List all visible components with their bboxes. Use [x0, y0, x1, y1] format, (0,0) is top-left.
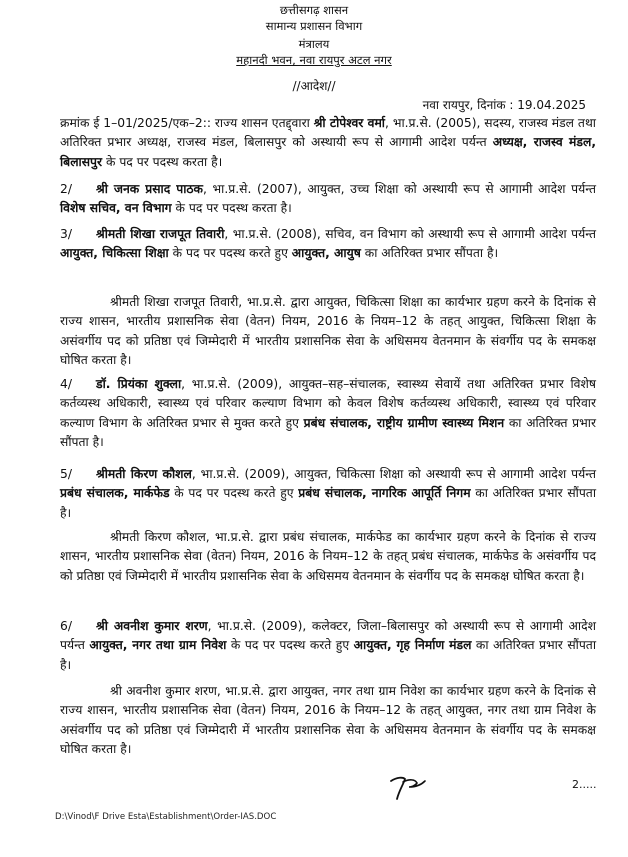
para2-new-post: विशेष सचिव, वन विभाग	[60, 201, 172, 216]
para6b-text: श्री अवनीश कुमार शरण, भा.प्र.से. द्वारा आयुक्त, नगर तथा ग्राम निवेश का कार्यभार ग्रहण करने के दिनांक से राज्य शासन, भारतीय प्रशासनिक सेवा (वेतन) नियम, 2016 के नियम–12 के तहत् आयुक्त, नगर तथा ग्राम निवेश के असंवर्गीय पद को प्रतिष्ठा एवं जिम्मेदारी में भारतीय प्रशासनिक सेवा के अधिसमय वेतनमान के संवर्गीय पद के समकक्ष घोषित करता है।	[60, 684, 596, 756]
file-path-footer: D:\Vinod\F Drive Esta\Establishment\Order-IAS.DOC	[55, 812, 277, 822]
para5b-text: श्रीमती किरण कौशल, भा.प्र.से. द्वारा प्रबंध संचालक, मार्कफेड का कार्यभार ग्रहण करने के दिनांक से राज्य शासन, भारतीय प्रशासनिक सेवा (वेतन) नियम, 2016 के नियम–12 के तहत् प्रबंध संचालक, मार्कफेड के असंवर्गीय पद को प्रतिष्ठा एवं जिम्मेदारी में भारतीय प्रशासनिक सेवा के अधिसमय वेतनमान के संवर्गीय पद के समकक्ष घोषित करता है।	[60, 530, 596, 583]
para5-additional-charge: प्रबंध संचालक, नागरिक आपूर्ति निगम	[298, 486, 471, 501]
para4-text-2: का अतिरिक्त प्रभार सौंपता है।	[60, 415, 596, 449]
para3-number: 3/	[60, 227, 72, 241]
para5-text-3: का अतिरिक्त प्रभार सौंपता है।	[60, 486, 596, 520]
order-paragraph-2	[60, 180, 596, 219]
header-state: छत्तीसगढ़ शासन	[279, 3, 349, 17]
para5-officer-name: श्रीमती किरण कौशल	[96, 467, 192, 481]
para3-new-post: आयुक्त, चिकित्सा शिक्षा	[60, 246, 169, 261]
header-department: सामान्य प्रशासन विभाग	[265, 19, 363, 33]
signature-mark	[387, 773, 437, 803]
para1-officer-name: श्री टोपेश्वर वर्मा	[313, 116, 385, 130]
order-title: //आदेश//	[292, 79, 336, 93]
order-paragraph-3-declaration	[60, 293, 596, 370]
order-paragraph-3	[60, 225, 596, 264]
para5-text-2: के पद पर पदस्थ करते हुए	[169, 486, 299, 501]
para5-number: 5/	[60, 467, 72, 481]
para2-text-1: , भा.प्र.से. (2007), आयुक्त, उच्च शिक्षा को अस्थायी रूप से आगामी आदेश पर्यन्त	[202, 182, 597, 196]
para1-new-post: अध्यक्ष, राजस्व मंडल, बिलासपुर	[60, 135, 596, 169]
order-paragraph-5	[60, 465, 596, 523]
para2-number: 2/	[60, 182, 72, 196]
para4-additional-charge: प्रबंध संचालक, राष्ट्रीय ग्रामीण स्वास्थ्य मिशन	[303, 415, 505, 430]
para3-text-1: , भा.प्र.से. (2008), सचिव, वन विभाग को अस्थायी रूप से आगामी आदेश पर्यन्त	[224, 227, 596, 241]
para6-officer-name: श्री अवनीश कुमार शरण	[96, 619, 208, 633]
order-paragraph-6	[60, 617, 596, 675]
order-paragraph-6-declaration	[60, 682, 596, 759]
para6-text-2: के पद पर पदस्थ करते हुए	[226, 638, 354, 653]
para5-new-post: प्रबंध संचालक, मार्कफेड	[60, 486, 170, 501]
page-continuation: 2.....	[572, 778, 597, 791]
order-paragraph-5-declaration	[60, 528, 596, 586]
para3b-text: श्रीमती शिखा राजपूत तिवारी, भा.प्र.से. द्वारा आयुक्त, चिकित्सा शिक्षा का कार्यभार ग्रहण करने के दिनांक से राज्य शासन, भारतीय प्रशासनिक सेवा (वेतन) नियम, 2016 के नियम–12 के तहत् आयुक्त, चिकित्सा शिक्षा के असंवर्गीय पद को प्रतिष्ठा एवं जिम्मेदारी में भारतीय प्रशासनिक सेवा के अधिसमय वेतनमान के संवर्गीय पद के समकक्ष घोषित करता है।	[60, 295, 596, 367]
para6-text-3: का अतिरिक्त प्रभार सौंपता है।	[60, 638, 597, 672]
para3-text-2: के पद पर पदस्थ करते हुए	[168, 246, 292, 261]
para2-text-2: के पद पर पदस्थ करता है।	[171, 201, 292, 216]
para4-text-1: , भा.प्र.से. (2009), आयुक्त–सह–संचालक, स्वास्थ्य सेवायें तथा अतिरिक्त प्रभार विशेष कर्तव्यस्थ अधिकारी, स्वास्थ्य एवं परिवार कल्याण विभाग को केवल विशेष कर्तव्यस्थ अधिकारी, स्वास्थ्य एवं परिवार कल्याण विभाग के अतिरिक्त प्रभार से मुक्त करते हुए	[60, 377, 596, 430]
para1-text-1: क्रमांक ई 1–01/2025/एक–2:: राज्य शासन एतद्द्वारा	[60, 116, 314, 130]
header-office: मंत्रालय	[298, 37, 330, 51]
para1-text-2: , भा.प्र.से. (2005), सदस्य, राजस्व मंडल तथा अतिरिक्त प्रभार अध्यक्ष, राजस्व मंडल, बिलासपुर को अस्थायी रूप से आगामी आदेश पर्यन्त	[60, 116, 596, 150]
para6-new-post: आयुक्त, नगर तथा ग्राम निवेश	[89, 638, 227, 653]
order-paragraph-4	[60, 375, 596, 452]
para3-officer-name: श्रीमती शिखा राजपूत तिवारी	[96, 227, 225, 241]
header-address: महानदी भवन, नवा रायपुर अटल नगर	[236, 53, 392, 67]
order-date: नवा रायपुर, दिनांक : 19.04.2025	[422, 98, 586, 112]
para1-text-3: के पद पर पदस्थ करता है।	[102, 154, 223, 169]
order-paragraph-1	[60, 114, 596, 172]
para3-text-3: का अतिरिक्त प्रभार सौंपता है।	[360, 246, 499, 261]
para4-officer-name: डॉ. प्रियंका शुक्ला	[96, 377, 182, 391]
para6-number: 6/	[60, 619, 72, 633]
para2-officer-name: श्री जनक प्रसाद पाठक	[96, 182, 203, 196]
para5-text-1: , भा.प्र.से. (2009), आयुक्त, चिकित्सा शिक्षा को अस्थायी रूप से आगामी आदेश पर्यन्त	[191, 467, 597, 481]
para6-text-1: , भा.प्र.से. (2009), कलेक्टर, जिला–बिलासपुर को अस्थायी रूप से आगामी आदेश पर्यन्त	[60, 619, 596, 653]
para3-additional-charge: आयुक्त, आयुष	[291, 246, 361, 261]
para6-additional-charge: आयुक्त, गृह निर्माण मंडल	[353, 638, 472, 653]
para4-number: 4/	[60, 377, 72, 391]
